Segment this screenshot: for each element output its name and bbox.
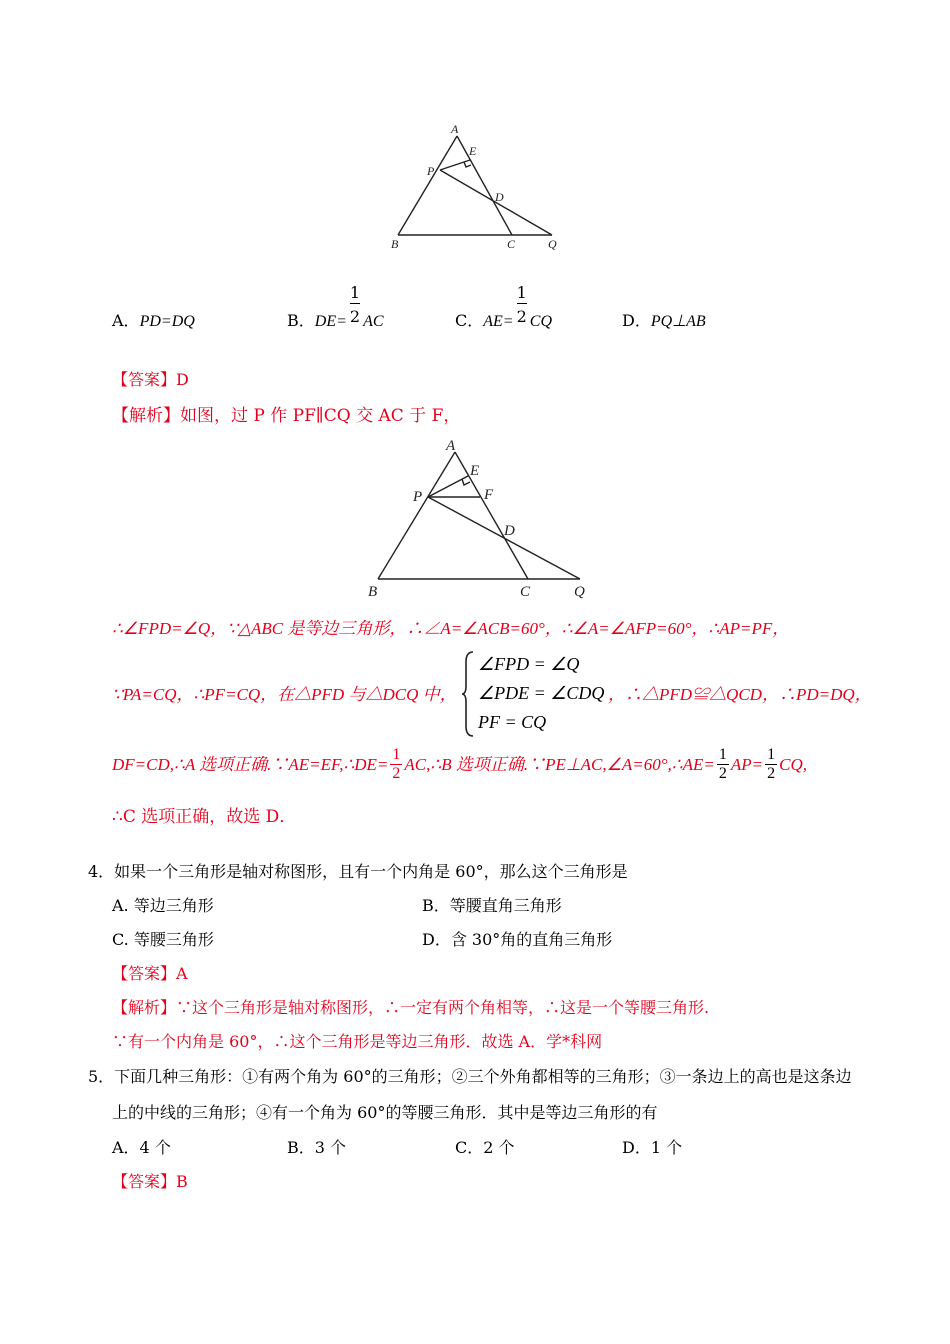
figure-2-triangle [360, 434, 600, 604]
label-p: P [413, 489, 423, 505]
condition-3: PF = CQ [478, 712, 547, 732]
side-ac [457, 136, 512, 235]
label-a: A [451, 122, 459, 136]
label-p: P [427, 164, 435, 178]
q3-analysis-intro: 【解析】如图，过 P 作 PF∥CQ 交 AC 于 F， [112, 406, 461, 426]
q5-stem-1: 5．下面几种三角形：①有两个角为 60°的三角形；②三个外角都相等的三角形；③一条边上的高也是这条边 [88, 1067, 852, 1086]
q5-option-a: A．4 个 [112, 1138, 171, 1157]
q3-option-d: D．PQ⊥AB [622, 311, 706, 330]
q4-option-d: D．含 30°角的直角三角形 [422, 930, 613, 949]
label-e: E [470, 463, 480, 479]
q4-answer: 【答案】A [112, 964, 188, 983]
side-ab [398, 136, 457, 235]
q4-option-c: C. 等腰三角形 [112, 930, 214, 949]
figure-1-triangle [380, 118, 580, 258]
q4-option-b: B．等腰直角三角形 [422, 896, 562, 915]
q4-stem: 4．如果一个三角形是轴对称图形，且有一个内角是 60°，那么这个三角形是 [88, 862, 628, 881]
q3-condition-system [478, 650, 604, 737]
right-angle-mark [462, 479, 470, 485]
side-ab [378, 452, 455, 579]
q5-option-c: C．2 个 [455, 1138, 515, 1157]
label-e: E [469, 144, 477, 158]
q3-option-a: A．PD=DQ [112, 311, 195, 330]
q5-option-b: B．3 个 [287, 1138, 347, 1157]
q3-line-1: ∴∠FPD=∠Q，∵△ABC 是等边三角形，∴∠A=∠ACB=60°，∴∠A=∠AFP=60°，∴AP=PF， [112, 619, 790, 638]
q3-line-3: DF=CD,∴A 选项正确.∵AE=EF,∴DE= $\frac{1}{2}$ AC,∴B 选项正确.∵PE⊥AC,∠A=60°,∴AE= $\frac{1}{2}$ AP= $\frac{1}{2}$ CQ, [112, 746, 807, 782]
label-q: Q [574, 584, 585, 600]
label-q: Q [548, 237, 557, 251]
label-a: A [446, 438, 456, 454]
q3-answer: 【答案】D [112, 370, 189, 389]
brace-icon [461, 650, 475, 738]
label-d: D [504, 523, 515, 539]
q5-option-d: D．1 个 [622, 1138, 683, 1157]
q5-answer: 【答案】B [112, 1172, 188, 1191]
side-ac [455, 452, 528, 579]
label-f: F [484, 487, 494, 503]
q5-stem-2: 上的中线的三角形；④有一个角为 60°的等腰三角形．其中是等边三角形的有 [112, 1103, 658, 1122]
label-d: D [495, 190, 504, 204]
label-b: B [368, 584, 378, 600]
condition-1: ∠FPD = ∠Q [478, 654, 580, 674]
label-c: C [520, 584, 531, 600]
condition-2: ∠PDE = ∠CDQ [478, 683, 605, 703]
q3-option-c: C．AE= $\frac{1}{2}$ CQ [455, 283, 553, 330]
q3-option-b: B．DE= $\frac{1}{2}$ AC [287, 283, 384, 330]
q3-line-2-left: ∵PA=CQ，∴PF=CQ，在△PFD 与△DCQ 中， [112, 685, 457, 704]
q3-line-4: ∴C 选项正确，故选 D． [112, 807, 297, 827]
q3-line-2-right: ，∴△PFD≌△QCD，∴PD=DQ， [608, 685, 872, 704]
label-b: B [391, 237, 399, 251]
right-angle-mark [464, 162, 471, 167]
q4-analysis-2: ∵有一个内角是 60°，∴这个三角形是等边三角形．故选 A．学*科网 [112, 1032, 603, 1051]
label-c: C [507, 237, 516, 251]
q4-analysis-1: 【解析】∵这个三角形是轴对称图形，∴一定有两个角相等，∴这是一个等腰三角形. [112, 998, 710, 1017]
q4-option-a: A. 等边三角形 [112, 896, 214, 915]
